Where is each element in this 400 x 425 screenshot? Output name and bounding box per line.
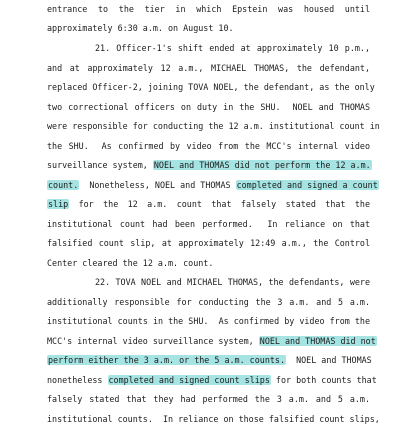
text-segment: falsified count slip, at approximately 12:49 a.m., the Control <box>47 238 370 248</box>
highlighted-text: perform either the 3 a.m. or the 5 a.m. counts. <box>48 355 285 365</box>
text-segment: and at approximately 12 a.m., MICHAEL THOMAS, the defendant, <box>47 63 370 73</box>
text-line <box>47 159 370 171</box>
highlighted-text: NOEL and THOMAS did not perform the 12 a.m. <box>153 160 371 170</box>
text-segment: approximately 6:30 a.m. on August 10. <box>47 23 234 33</box>
text-segment: for both counts that <box>270 375 377 385</box>
text-line <box>47 120 380 132</box>
text-segment: nonetheless <box>47 375 108 385</box>
text-segment: replaced Officer-2, joining TOVA NOEL, the defendant, as the only <box>47 82 375 92</box>
text-segment: falsely stated that they had performed the 3 a.m. and 5 a.m. <box>47 394 370 404</box>
text-segment: Center cleared the 12 a.m. count. <box>47 258 214 268</box>
text-segment: Nonetheless, NOEL and THOMAS <box>79 180 236 190</box>
text-line <box>47 354 370 366</box>
text-segment: NOEL and THOMAS <box>285 355 372 365</box>
text-line <box>47 140 370 152</box>
text-segment: for the 12 a.m. count that falsely stated that the <box>69 199 370 209</box>
highlighted-text: NOEL and THOMAS did not <box>259 336 376 346</box>
text-segment: entrance to the tier in which Epstein was housed until <box>47 4 370 14</box>
text-segment: the SHU. As confirmed by video from the MCC's internal video <box>47 141 370 151</box>
text-line <box>47 81 375 93</box>
text-line <box>47 237 370 249</box>
text-line <box>47 315 370 327</box>
text-line <box>47 198 370 210</box>
highlighted-text: count. <box>48 180 79 190</box>
text-segment: surveillance system, <box>47 160 153 170</box>
text-segment: institutional count had been performed. In reliance on that <box>47 219 370 229</box>
text-segment: 21. Officer-1's shift ended at approximately 10 p.m., <box>95 43 370 53</box>
text-segment: two correctional officers on duty in the SHU. NOEL and THOMAS <box>47 102 370 112</box>
text-segment: institutional counts in the SHU. As confirmed by video from the <box>47 316 370 326</box>
highlighted-text: completed and signed a count <box>236 180 378 190</box>
text-line <box>95 42 370 54</box>
text-line <box>47 101 370 113</box>
text-line <box>47 335 376 347</box>
text-segment: MCC's internal video surveillance system, <box>47 336 259 346</box>
text-segment: 22. TOVA NOEL and MICHAEL THOMAS, the defendants, were <box>95 277 370 287</box>
text-line <box>47 218 370 230</box>
highlighted-text: completed and signed count slips <box>108 375 270 385</box>
text-line <box>47 22 370 34</box>
text-segment: were responsible for conducting the 12 a.m. institutional count in <box>47 121 380 131</box>
text-line <box>47 374 377 386</box>
text-line <box>47 3 370 15</box>
text-line <box>47 257 370 269</box>
text-line <box>47 393 370 405</box>
text-line <box>47 413 380 425</box>
text-line <box>47 62 370 74</box>
highlighted-text: slip <box>48 199 69 209</box>
text-line <box>95 276 370 288</box>
text-line <box>47 296 370 308</box>
text-segment: institutional counts. In reliance on those falsified count slips, <box>47 414 380 424</box>
text-line <box>47 179 378 191</box>
text-segment: additionally responsible for conducting the 3 a.m. and 5 a.m. <box>47 297 370 307</box>
